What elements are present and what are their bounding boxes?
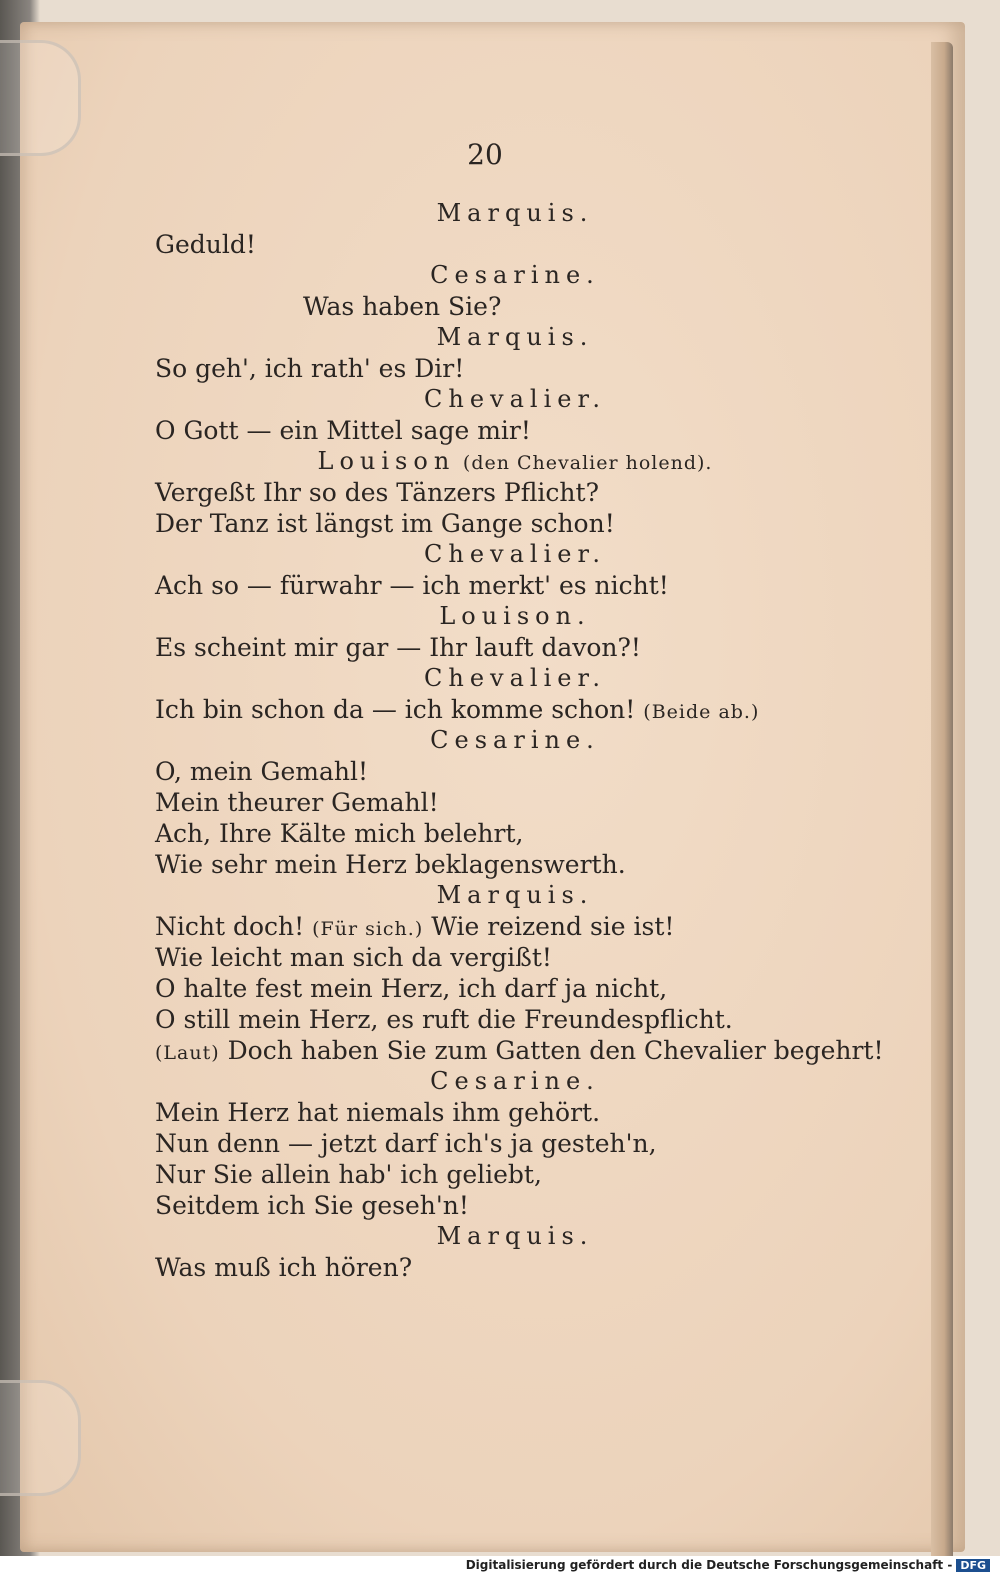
verse-line: Seitdem ich Sie geseh'n! xyxy=(155,1191,469,1220)
verse-line: O Gott — ein Mittel sage mir! xyxy=(155,416,531,445)
dfg-logo: DFG xyxy=(956,1559,990,1572)
verse-text: Ich bin schon da — ich komme schon! xyxy=(155,695,636,724)
verse-line: Es scheint mir gar — Ihr lauft davon?! xyxy=(155,633,641,662)
verse-line: Nun denn — jetzt darf ich's ja gesteh'n, xyxy=(155,1129,657,1158)
stage-direction: (den Chevalier holend). xyxy=(462,452,713,474)
verse-text: Doch haben Sie zum Gatten den Chevalier begehrt! xyxy=(227,1036,884,1065)
verse-line: O halte fest mein Herz, ich darf ja nicht, xyxy=(155,974,668,1003)
verse-line xyxy=(155,1035,884,1066)
page-number: 20 xyxy=(467,138,503,171)
text-block xyxy=(155,198,884,1283)
speaker-name: Chevalier. xyxy=(424,385,606,413)
speaker-name: Cesarine. xyxy=(430,1067,600,1095)
verse-line xyxy=(155,694,855,725)
verse-line: Vergeßt Ihr so des Tänzers Pflicht? xyxy=(155,478,599,507)
stage-direction: (Für sich.) xyxy=(312,918,424,940)
verse-text: Nicht doch! xyxy=(155,912,305,941)
speaker-name: Chevalier. xyxy=(424,664,606,692)
page-edge xyxy=(931,42,953,1562)
footer-credit xyxy=(466,1558,990,1572)
stage-direction: (Laut) xyxy=(155,1042,220,1064)
speaker-name: Louison. xyxy=(439,602,591,630)
speaker-line xyxy=(155,446,855,477)
verse-line: Was haben Sie? xyxy=(303,292,502,321)
verse-line: Wie leicht man sich da vergißt! xyxy=(155,943,552,972)
verse-line: Geduld! xyxy=(155,230,256,259)
speaker-name: Louison xyxy=(317,447,456,475)
verse-line: O still mein Herz, es ruft die Freundespflicht. xyxy=(155,1005,733,1034)
verse-line: Was muß ich hören? xyxy=(155,1253,413,1282)
clip-bottom xyxy=(0,1380,81,1496)
speaker-name: Marquis. xyxy=(436,323,594,351)
speaker-name: Marquis. xyxy=(436,1222,594,1250)
verse-line: Der Tanz ist längst im Gange schon! xyxy=(155,509,615,538)
speaker-name: Chevalier. xyxy=(424,540,606,568)
verse-line xyxy=(155,911,855,942)
speaker-name: Cesarine. xyxy=(430,261,600,289)
footer-bar xyxy=(0,1556,1000,1580)
speaker-name: Marquis. xyxy=(436,199,594,227)
footer-credit-text: Digitalisierung gefördert durch die Deutsche Forschungsgemeinschaft - xyxy=(465,1558,953,1572)
verse-line: Wie sehr mein Herz beklagenswerth. xyxy=(155,850,626,879)
speaker-name: Cesarine. xyxy=(430,726,600,754)
verse-line: Mein theurer Gemahl! xyxy=(155,788,439,817)
speaker-name: Marquis. xyxy=(436,881,594,909)
verse-line: Ach, Ihre Kälte mich belehrt, xyxy=(155,819,524,848)
verse-line: Ach so — fürwahr — ich merkt' es nicht! xyxy=(155,571,669,600)
verse-line: O, mein Gemahl! xyxy=(155,757,368,786)
verse-line: Mein Herz hat niemals ihm gehört. xyxy=(155,1098,601,1127)
verse-line: So geh', ich rath' es Dir! xyxy=(155,354,465,383)
verse-line: Nur Sie allein hab' ich geliebt, xyxy=(155,1160,542,1189)
stage-direction: (Beide ab.) xyxy=(643,701,760,723)
verse-text: Wie reizend sie ist! xyxy=(431,912,675,941)
